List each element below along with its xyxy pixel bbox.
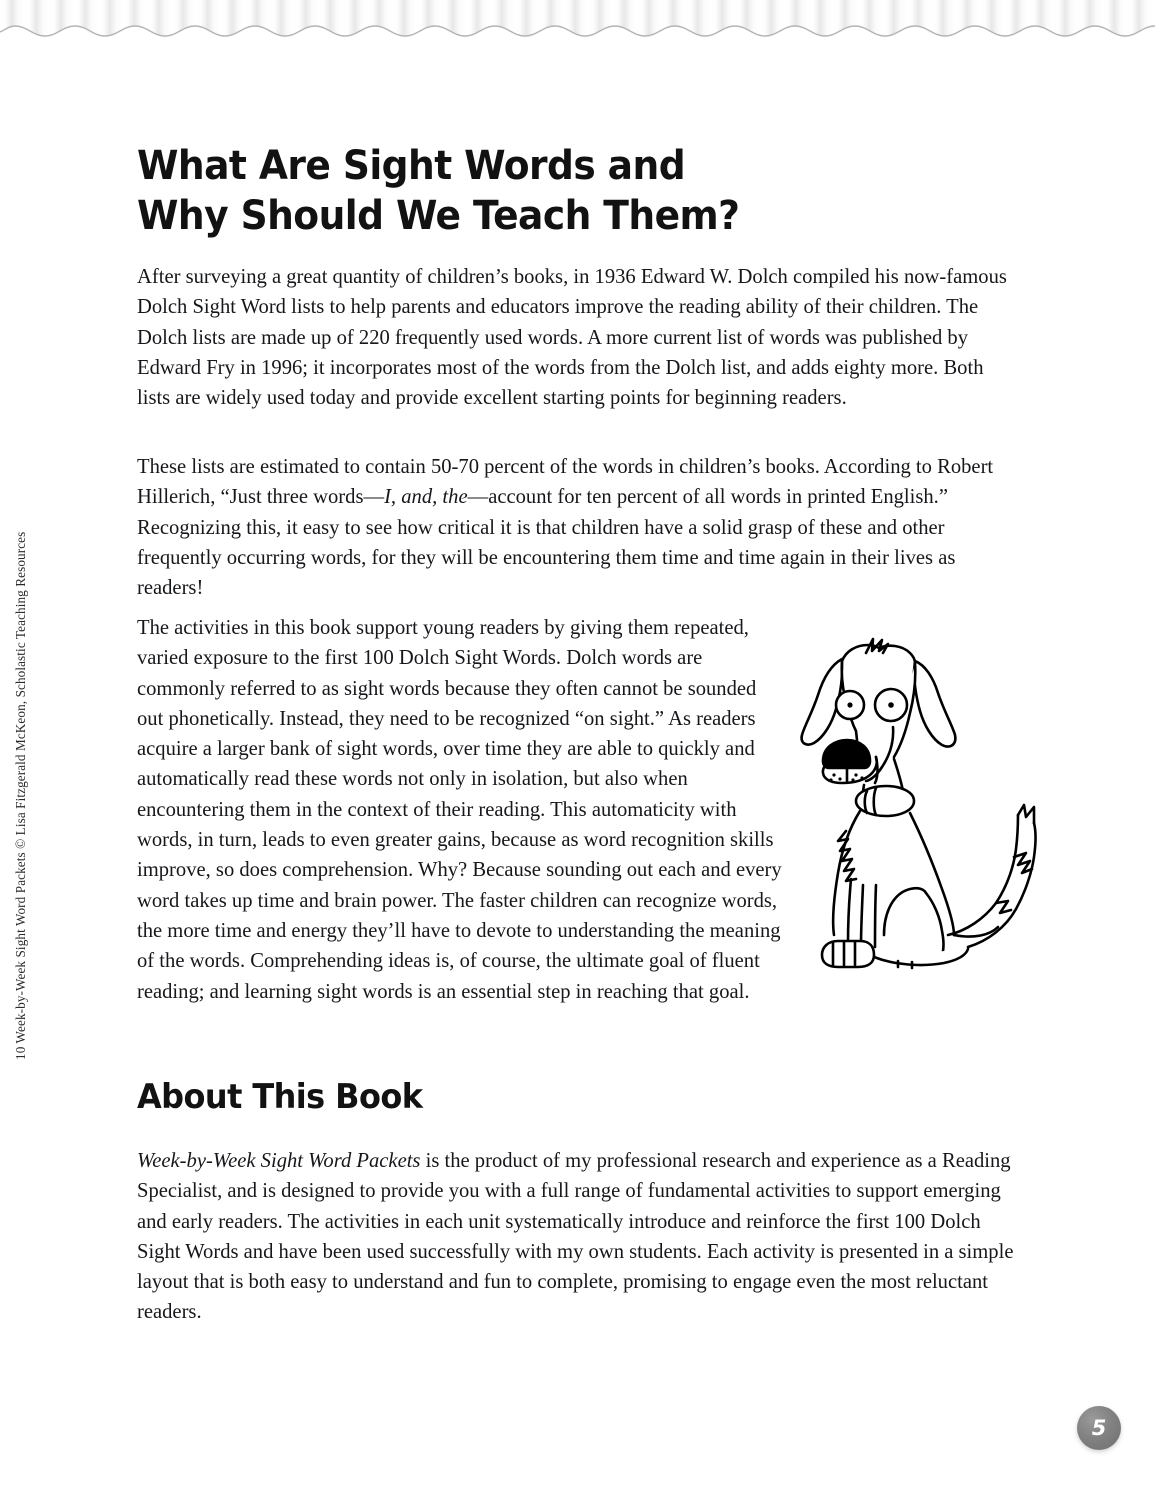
side-credit-line: 10 Week-by-Week Sight Word Packets © Lisa Fitzgerald McKeon, Scholastic Teaching Resources — [13, 531, 28, 1060]
paragraph-statistics-part-1: These lists are estimated to contain 50-70 percent of the words in children’s books. According to Robert Hillerich, “Just three words— — [137, 456, 994, 509]
page-title-line-2: Why Should We Teach Them? — [137, 193, 740, 239]
page-number-text: 5 — [1091, 1415, 1107, 1440]
sitting-dog-illustration — [798, 635, 1048, 995]
paragraph-statistics — [137, 452, 1009, 603]
paragraph-intro: After surveying a great quantity of children’s books, in 1936 Edward W. Dolch compiled his now-famous Dolch Sight Word lists to help parents and educators improve the reading ability of their children. The Dolch lists are made up of 220 frequently used words. A more current list of words was published by Edward Fry in 1996; it incorporates most of the words from the Dolch list, and adds eighty more. Both lists are widely used today and provide excellent starting points for beginning readers. — [137, 266, 1007, 410]
paragraph-about-this-book — [137, 1146, 1027, 1328]
paragraph-statistics-emphasis: I, and, the — [384, 486, 468, 509]
decorative-top-border — [0, 0, 1155, 46]
page-number-badge — [1077, 1406, 1121, 1450]
paragraph-statistics-part-2: —account for ten percent of all words in printed English.” Recognizing this, it easy to see how critical it is that children have a solid grasp of these and other frequently occurring words, for they will be encountering them time and time again in their lives as readers! — [137, 486, 956, 600]
paragraph-about-rest: is the product of my professional research and experience as a Reading Specialist, and is designed to provide you with a full range of fundamental activities to support emerging and early readers. The activities in each unit systematically introduce and reinforce the first 100 Dolch Sight Words and have been used successfully with my own students. Each activity is presented in a simple layout that is both easy to understand and fun to complete, promising to engage even the most reluctant readers. — [137, 1150, 1014, 1324]
page-title-line-1: What Are Sight Words and — [137, 143, 686, 189]
paragraph-activities: The activities in this book support young readers by giving them repeated, varied exposure to the first 100 Dolch Sight Words. Dolch words are commonly referred to as sight words because they often cannot be sounded out phonetically. Instead, they need to be recognized “on sight.” As readers acquire a larger bank of sight words, over time they are able to quickly and automatically read these words not only in isolation, but also when encountering them in the context of their reading. This automaticity with words, in turn, leads to even greater gains, because as word recognition skills improve, so does comprehension. Why? Because sounding out each and every word takes up time and brain power. The faster children can recognize words, the more time and energy they’ll have to devote to understanding the meaning of the words. Comprehending ideas is, of course, the ultimate goal of fluent reading; and learning sight words is an essential step in reaching that goal. — [137, 617, 782, 1003]
page-title — [137, 141, 851, 241]
book-title-emphasis: Week-by-Week Sight Word Packets — [137, 1150, 421, 1172]
section-title-about-this-book: About This Book — [137, 1077, 423, 1117]
